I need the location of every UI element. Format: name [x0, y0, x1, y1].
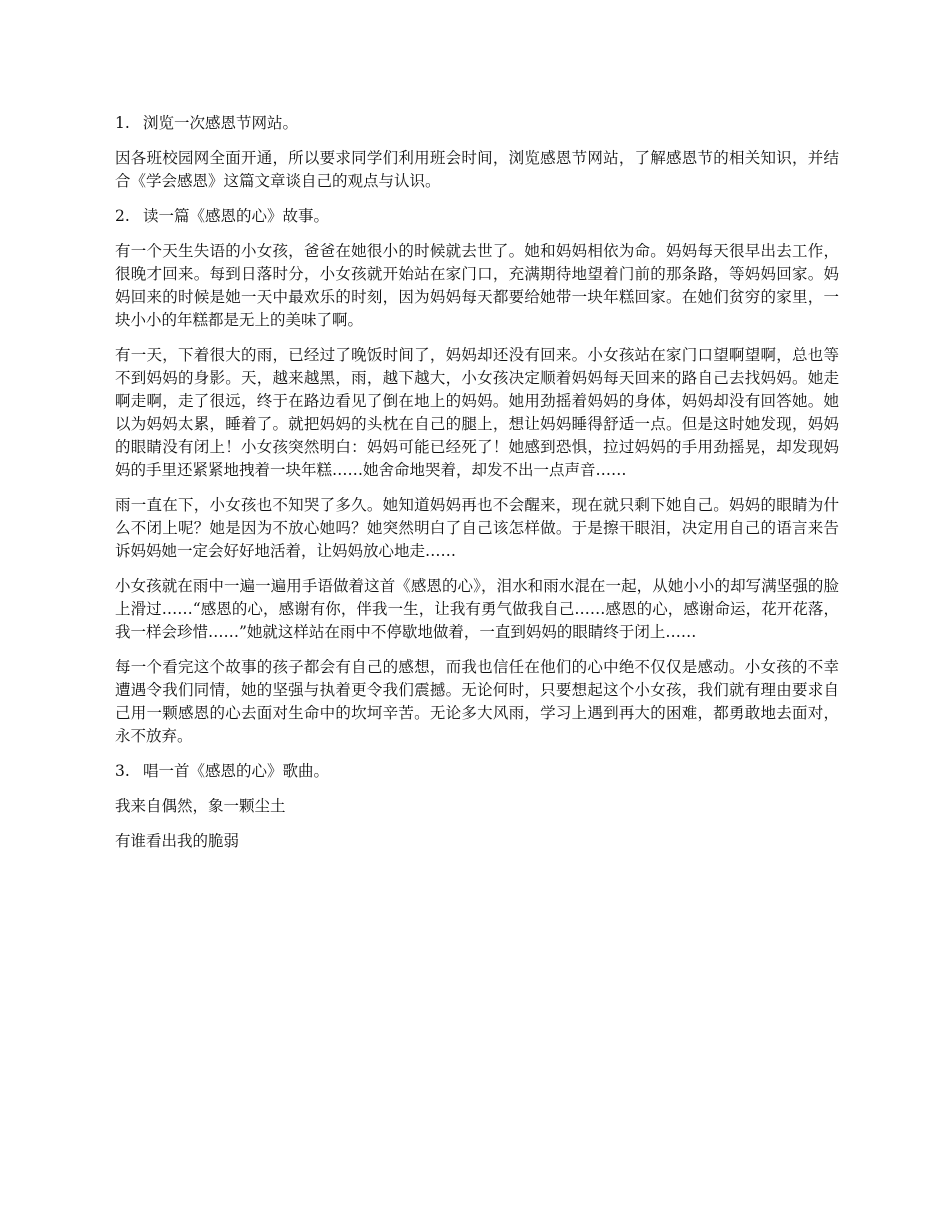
- lyric-line: 我来自偶然，象一颗尘土: [115, 797, 286, 815]
- section-title: 读一篇《感恩的心》故事。: [143, 207, 330, 225]
- paragraph: 雨一直在下，小女孩也不知哭了多久。她知道妈妈再也不会醒来，现在就只剩下她自己。妈妈的眼睛为什么不闭上呢？她是因为不放心她吗？她突然明白了自己该怎样做。于是擦干眼泪，决定用自己的语言来告诉妈妈她一定会好好地活着，让妈妈放心地走……: [115, 496, 839, 560]
- lyric-line: 有谁看出我的脆弱: [115, 832, 240, 850]
- section-title: 浏览一次感恩节网站。: [143, 114, 299, 132]
- section-2-heading: [115, 205, 839, 228]
- paragraph: 每一个看完这个故事的孩子都会有自己的感想，而我也信任在他们的心中绝不仅仅是感动。小女孩的不幸遭遇令我们同情，她的坚强与执着更令我们震撼。无论何时，只要想起这个小女孩，我们就有理由要求自己用一颗感恩的心去面对生命中的坎坷辛苦。无论多大风雨，学习上遇到再大的困难，都勇敢地去面对，永不放弃。: [115, 658, 839, 745]
- paragraph: 有一个天生失语的小女孩，爸爸在她很小的时候就去世了。她和妈妈相依为命。妈妈每天很早出去工作，很晚才回来。每到日落时分，小女孩就开始站在家门口，充满期待地望着门前的那条路，等妈妈回家。妈妈回来的时候是她一天中最欢乐的时刻，因为妈妈每天都要给她带一块年糕回家。在她们贫穷的家里，一块小小的年糕都是无上的美味了啊。: [115, 242, 839, 329]
- section-number: 3.: [115, 762, 130, 780]
- section-1-heading: [115, 112, 839, 135]
- paragraph: 有一天，下着很大的雨，已经过了晚饭时间了，妈妈却还没有回来。小女孩站在家门口望啊望啊，总也等不到妈妈的身影。天，越来越黑，雨，越下越大，小女孩决定顺着妈妈每天回来的路自己去找妈妈。她走啊走啊，走了很远，终于在路边看见了倒在地上的妈妈。她用劲摇着妈妈的身体，妈妈却没有回答她。她以为妈妈太累，睡着了。就把妈妈的头枕在自己的腿上，想让妈妈睡得舒适一点。但是这时她发现，妈妈的眼睛没有闭上！小女孩突然明白：妈妈可能已经死了！她感到恐惧，拉过妈妈的手用劲摇晃，却发现妈妈的手里还紧紧地拽着一块年糕……她舍命地哭着，却发不出一点声音……: [115, 346, 839, 479]
- section-3-heading: [115, 760, 839, 783]
- paragraph: 因各班校园网全面开通，所以要求同学们利用班会时间，浏览感恩节网站，了解感恩节的相关知识，并结合《学会感恩》这篇文章谈自己的观点与认识。: [115, 149, 839, 190]
- section-number: 2.: [115, 207, 130, 225]
- section-number: 1.: [115, 114, 130, 132]
- paragraph: 小女孩就在雨中一遍一遍用手语做着这首《感恩的心》，泪水和雨水混在一起，从她小小的却写满坚强的脸上滑过……“感恩的心，感谢有你，伴我一生，让我有勇气做我自己……感恩的心，感谢命运，花开花落，我一样会珍惜……”她就这样站在雨中不停歇地做着，一直到妈妈的眼睛终于闭上……: [115, 577, 839, 641]
- document-page: [115, 112, 839, 865]
- section-title: 唱一首《感恩的心》歌曲。: [143, 762, 330, 780]
